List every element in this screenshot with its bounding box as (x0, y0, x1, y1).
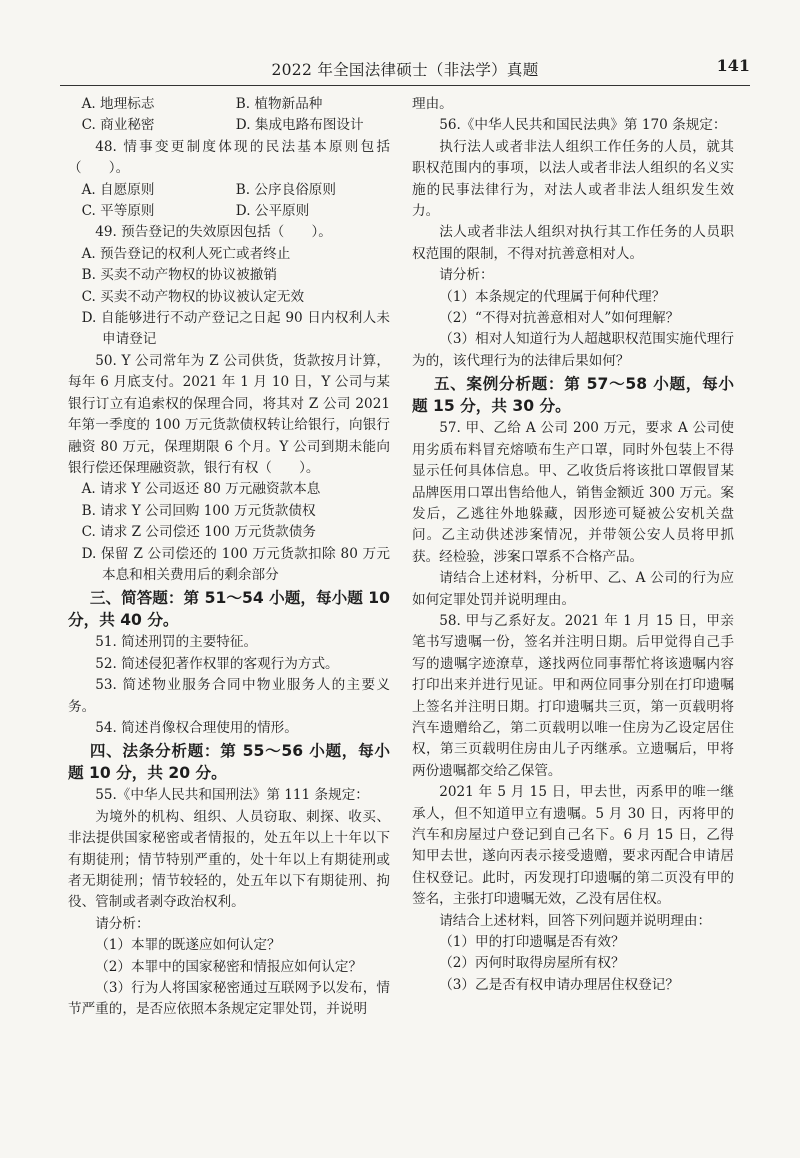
q58-material-1: 58. 甲与乙系好友。2021 年 1 月 15 日，甲亲笔书写遗嘱一份，签名并注明日期。后甲觉得自己手写的遗嘱字迹潦草，遂找两位同事帮忙将该遗嘱内容打印出来并进行见证。甲和两位同事分别在打印遗嘱上签名并注明日期。打印遗嘱共三页，第一页载明将汽车遗赠给乙，第二页载明以唯一住房为乙设定居住权，第三页载明住房由儿子丙继承。立遗嘱后，甲将两份遗嘱都交给乙保管。 (412, 612, 734, 779)
q47-options-row1 (68, 94, 390, 115)
section-heading-5: 五、案例分析题：第 57～58 小题，每小题 15 分，共 30 分。 (412, 375, 734, 416)
q56-ask: 请分析： (439, 267, 494, 284)
q48-options-row1 (68, 180, 390, 201)
q51: 51. 简述刑罚的主要特征。 (95, 634, 258, 651)
page-header (60, 50, 750, 86)
q55-sub1: （1）本罪的既遂应如何认定？ (95, 937, 281, 954)
q57-material: 57. 甲、乙给 A 公司 200 万元，要求 A 公司使用劣质布料冒充熔喷布生产口罩，同时外包装上不得显示任何具体信息。甲、乙收货后将该批口罩假冒某品牌医用口罩出售给他人，销售金额近 300 万元。案发后，乙逃往外地躲藏，因形迹可疑被公安机关盘问。乙主动供述涉案情况，并带领公安人员将甲抓获。经检验，涉案口罩系不合格产品。 (412, 420, 734, 565)
q56-stem: 56.《中华人民共和国民法典》第 170 条规定： (439, 117, 727, 134)
q55-continuation: 理由。 (412, 96, 453, 112)
option: C. 商业秘密 (81, 117, 155, 134)
q57-question: 请结合上述材料，分析甲、乙、A 公司的行为应如何定罪处罚并说明理由。 (412, 570, 734, 608)
q56-sub3: （3）相对人知道行为人超越职权范围实施代理行为的，该代理行为的法律后果如何？ (412, 331, 734, 369)
q52: 52. 简述侵犯著作权罪的客观行为方式。 (95, 655, 339, 672)
q50-stem: 50. Y 公司常年为 Z 公司供货，货款按月计算，每年 6 月底支付。2021 年 1 月 10 日，Y 公司与某银行订立有追索权的保理合同，将其对 Z 公司 2021 年第一季度的 100 万元货款债权转让给银行，向银行融资 80 万元，保理期限 6 个月。Y 公司到期未能向银行偿还保理融资款，银行有权（ ）。 (68, 352, 390, 476)
option: A. 地理标志 (81, 96, 155, 112)
option: D. 保留 Z 公司偿还的 100 万元货款扣除 80 万元本息和相关费用后的剩余部分 (81, 545, 390, 583)
option: C. 买卖不动产物权的协议被认定无效 (81, 288, 305, 305)
page-number: 141 (716, 56, 750, 75)
q55-ask: 请分析： (95, 915, 150, 932)
option: B. 植物新品种 (235, 96, 323, 112)
q55-law-text: 为境外的机构、组织、人员窃取、刺探、收买、非法提供国家秘密或者情报的，处五年以上十年以下有期徒刑；情节特别严重的，处十年以上有期徒刑或者无期徒刑；情节较轻的，处五年以下有期徒刑、拘役、管制或者剥夺政治权利。 (68, 808, 390, 911)
q56-sub2: （2）“不得对抗善意相对人”如何理解？ (439, 310, 680, 327)
q58-sub1: （1）甲的打印遗嘱是否有效？ (439, 934, 625, 951)
q47-options-row2 (68, 115, 390, 136)
q58-sub3: （3）乙是否有权申请办理居住权登记？ (439, 976, 679, 993)
option: C. 平等原则 (81, 203, 155, 220)
option: A. 请求 Y 公司返还 80 万元融资款本息 (81, 481, 321, 498)
q56-law-text-1: 执行法人或者非法人组织工作任务的人员，就其职权范围内的事项，以法人或者非法人组织的名义实施的民事法律行为，对法人或者非法人组织发生效力。 (412, 138, 734, 220)
q49-stem: 49. 预告登记的失效原因包括（ ）。 (95, 224, 332, 241)
q58-question: 请结合上述材料，回答下列问题并说明理由： (439, 912, 712, 929)
option: A. 预告登记的权利人死亡或者终止 (81, 245, 291, 262)
option: B. 买卖不动产物权的协议被撤销 (81, 267, 277, 284)
q48-stem: 48. 情事变更制度体现的民法基本原则包括（ ）。 (68, 138, 390, 177)
header-rule (60, 85, 750, 86)
option: B. 公序良俗原则 (235, 181, 336, 198)
q58-sub2: （2）丙何时取得房屋所有权？ (439, 955, 625, 972)
option: A. 自愿原则 (81, 181, 155, 198)
right-column (412, 94, 734, 996)
q56-sub1: （1）本条规定的代理属于何种代理？ (439, 288, 666, 305)
q55-sub3: （3）行为人将国家秘密通过互联网予以发布，情节严重的，是否应依照本条规定定罪处罚，并说明 (68, 980, 390, 1018)
q58-material-2: 2021 年 5 月 15 日，甲去世，丙系甲的唯一继承人，但不知道甲立有遗嘱。5 月 30 日，丙将甲的汽车和房屋过户登记到自己名下。6 月 15 日，乙得知甲去世，遂向丙表示接受遗赠，要求丙配合申请居住权登记。此时，丙发现打印遗嘱的第二页没有甲的签名，主张打印遗嘱无效，乙没有居住权。 (412, 784, 734, 908)
running-title: 2022 年全国法律硕士（非法学）真题 (271, 61, 539, 79)
q48-options-row2 (68, 201, 390, 222)
option: D. 集成电路布图设计 (235, 117, 364, 134)
section-heading-3: 三、简答题：第 51～54 小题，每小题 10 分，共 40 分。 (68, 589, 390, 630)
left-column (68, 94, 390, 1021)
option: D. 自能够进行不动产登记之日起 90 日内权利人未申请登记 (81, 310, 390, 348)
q54: 54. 简述肖像权合理使用的情形。 (95, 719, 298, 736)
section-heading-4: 四、法条分析题：第 55～56 小题，每小题 10 分，共 20 分。 (68, 742, 390, 783)
q53: 53. 简述物业服务合同中物业服务人的主要义务。 (68, 677, 390, 715)
option: B. 请求 Y 公司回购 100 万元货款债权 (81, 502, 316, 519)
option: C. 请求 Z 公司偿还 100 万元货款债务 (81, 524, 316, 541)
q55-stem: 55.《中华人民共和国刑法》第 111 条规定： (95, 787, 369, 804)
option: D. 公平原则 (235, 203, 310, 220)
q56-law-text-2: 法人或者非法人组织对执行其工作任务的人员职权范围的限制，不得对抗善意相对人。 (412, 224, 734, 262)
q55-sub2: （2）本罪中的国家秘密和情报应如何认定？ (95, 958, 363, 975)
